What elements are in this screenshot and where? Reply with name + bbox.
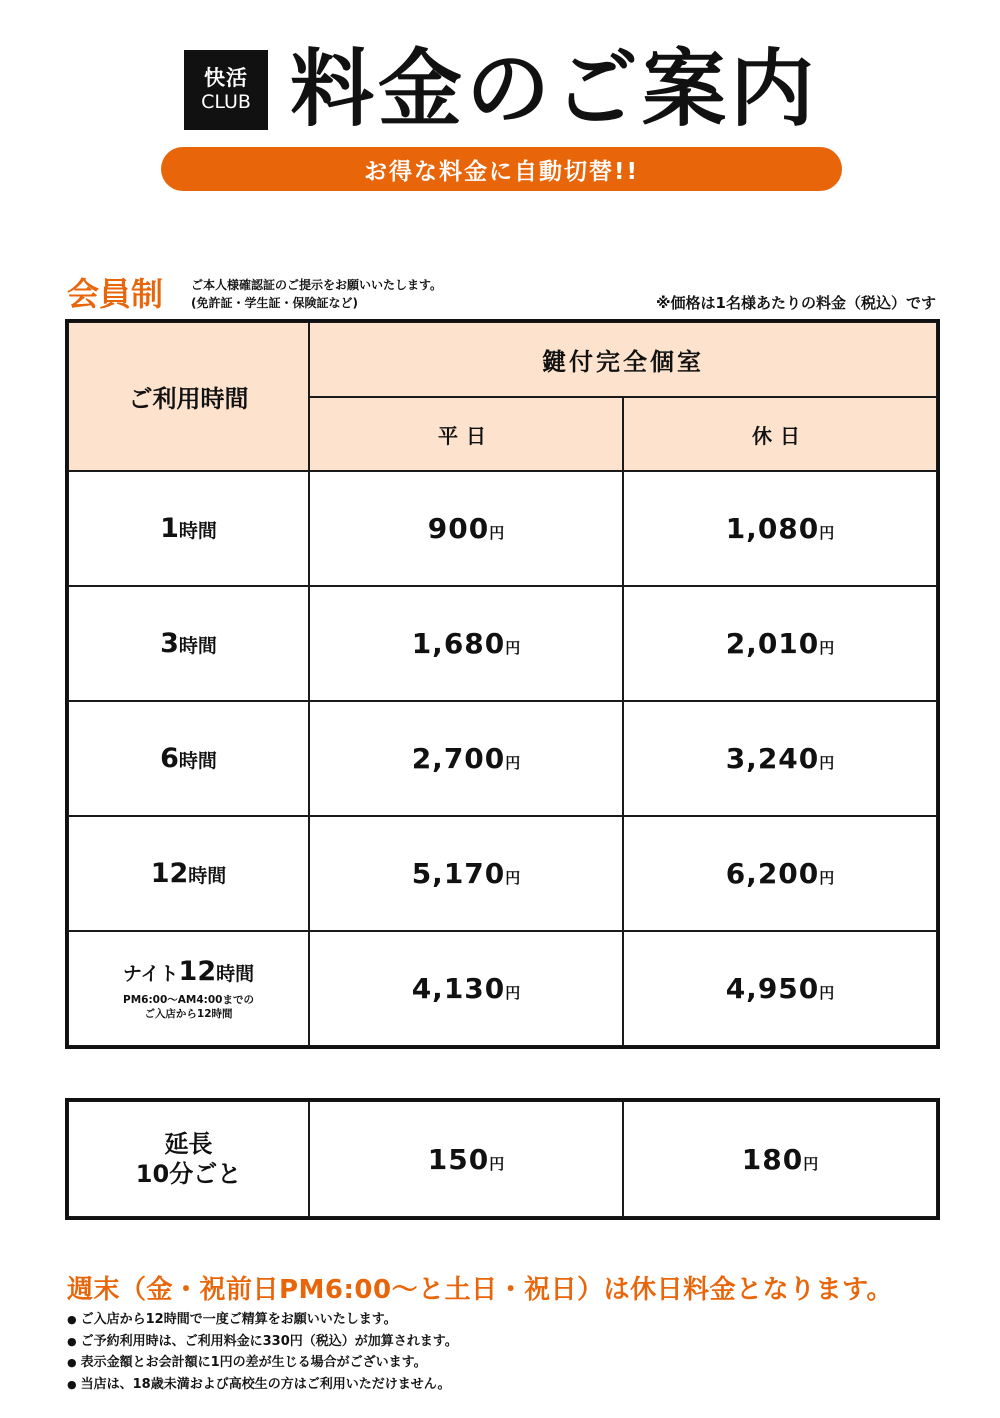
yen-unit: 円 xyxy=(505,639,521,657)
list-item: ● ご予約利用時は、ご利用料金に330円（税込）が加算されます。 xyxy=(67,1331,458,1353)
yen-unit: 円 xyxy=(505,869,521,887)
weekday-price-cell xyxy=(309,471,623,586)
holiday-price-cell xyxy=(623,931,937,1046)
weekday-price-cell xyxy=(309,931,623,1046)
header-usage-time: ご利用時間 xyxy=(68,322,309,471)
weekday-price-cell xyxy=(309,1101,623,1217)
page-title: 料金のご案内 xyxy=(290,40,819,138)
night-time-note xyxy=(69,993,308,1021)
night-note-line2: ご入店から12時間 xyxy=(144,1008,233,1020)
yen-unit: 円 xyxy=(819,754,835,772)
weekday-price-cell xyxy=(309,701,623,816)
header-holiday: 休日 xyxy=(623,397,937,471)
table-row xyxy=(68,471,937,586)
holiday-price: 6,200 xyxy=(725,857,820,890)
holiday-price: 4,950 xyxy=(725,972,820,1005)
yen-unit: 円 xyxy=(489,524,505,542)
duration-cell xyxy=(68,471,309,586)
logo-text-en: CLUB xyxy=(201,91,251,113)
promo-banner: お得な料金に自動切替!! xyxy=(161,147,842,191)
member-id-note xyxy=(191,276,442,312)
member-note-line1: ご本人様確認証のご提示をお願いいたします。 xyxy=(191,278,443,292)
member-label: 会員制 xyxy=(67,275,164,313)
duration-unit: 時間 xyxy=(178,635,217,657)
header-weekday: 平日 xyxy=(309,397,623,471)
list-item: ● 当店は、18歳未満および高校生の方はご利用いただけません。 xyxy=(67,1374,458,1396)
holiday-price-cell xyxy=(623,701,937,816)
notes-list xyxy=(67,1309,458,1395)
price-table xyxy=(67,321,938,1047)
yen-unit: 円 xyxy=(819,639,835,657)
list-item: ● ご入店から12時間で一度ご精算をお願いいたします。 xyxy=(67,1309,458,1331)
yen-unit: 円 xyxy=(819,524,835,542)
holiday-price-cell xyxy=(623,586,937,701)
table-row xyxy=(68,816,937,931)
duration-unit: 時間 xyxy=(178,750,217,772)
yen-unit: 円 xyxy=(819,984,835,1002)
weekday-price: 4,130 xyxy=(411,972,506,1005)
night-note-line1: PM6:00〜AM4:00までの xyxy=(123,994,254,1006)
table-row-extension xyxy=(68,1101,937,1217)
weekend-note: 週末（金・祝前日PM6:00〜と土日・祝日）は休日料金となります。 xyxy=(67,1275,894,1305)
price-note: ※価格は1名様あたりの料金（税込）です xyxy=(655,294,936,312)
duration-number: 12 xyxy=(178,956,217,987)
table-row-night xyxy=(68,931,937,1046)
holiday-price: 3,240 xyxy=(725,742,820,775)
duration-number: 6 xyxy=(160,743,179,774)
yen-unit: 円 xyxy=(505,984,521,1002)
night-duration xyxy=(69,956,308,987)
holiday-price-cell xyxy=(623,816,937,931)
duration-unit: 時間 xyxy=(178,520,217,542)
extension-table xyxy=(67,1100,938,1218)
holiday-price: 2,010 xyxy=(725,627,820,660)
yen-unit: 円 xyxy=(489,1154,505,1173)
duration-number: 12 xyxy=(150,858,189,889)
duration-cell xyxy=(68,701,309,816)
holiday-price-cell xyxy=(623,471,937,586)
table-row xyxy=(68,701,937,816)
night-duration-cell xyxy=(68,931,309,1046)
table-row xyxy=(68,586,937,701)
yen-unit: 円 xyxy=(803,1154,819,1173)
member-note-line2: (免許証・学生証・保険証など) xyxy=(191,296,358,310)
duration-unit: 時間 xyxy=(188,865,227,887)
extension-interval: 10分ごと xyxy=(135,1160,242,1188)
extension-label-cell xyxy=(68,1101,309,1217)
brand-logo xyxy=(184,50,268,130)
duration-cell xyxy=(68,816,309,931)
weekday-price: 2,700 xyxy=(411,742,506,775)
yen-unit: 円 xyxy=(505,754,521,772)
weekday-price-cell xyxy=(309,586,623,701)
duration-number: 3 xyxy=(160,628,179,659)
holiday-price: 180 xyxy=(741,1142,804,1176)
header-private-room: 鍵付完全個室 xyxy=(309,322,937,397)
weekday-price: 150 xyxy=(427,1142,490,1176)
weekday-price: 1,680 xyxy=(411,627,506,660)
duration-number: 1 xyxy=(160,513,179,544)
duration-unit: 時間 xyxy=(216,963,255,985)
extension-label: 延長 xyxy=(164,1130,213,1158)
logo-text-jp: 快活 xyxy=(204,66,248,90)
holiday-price-cell xyxy=(623,1101,937,1217)
night-prefix: ナイト xyxy=(122,963,179,985)
duration-cell xyxy=(68,586,309,701)
yen-unit: 円 xyxy=(819,869,835,887)
weekday-price: 5,170 xyxy=(411,857,506,890)
weekday-price-cell xyxy=(309,816,623,931)
holiday-price: 1,080 xyxy=(725,512,820,545)
list-item: ● 表示金額とお会計額に1円の差が生じる場合がございます。 xyxy=(67,1352,458,1374)
weekday-price: 900 xyxy=(427,512,490,545)
